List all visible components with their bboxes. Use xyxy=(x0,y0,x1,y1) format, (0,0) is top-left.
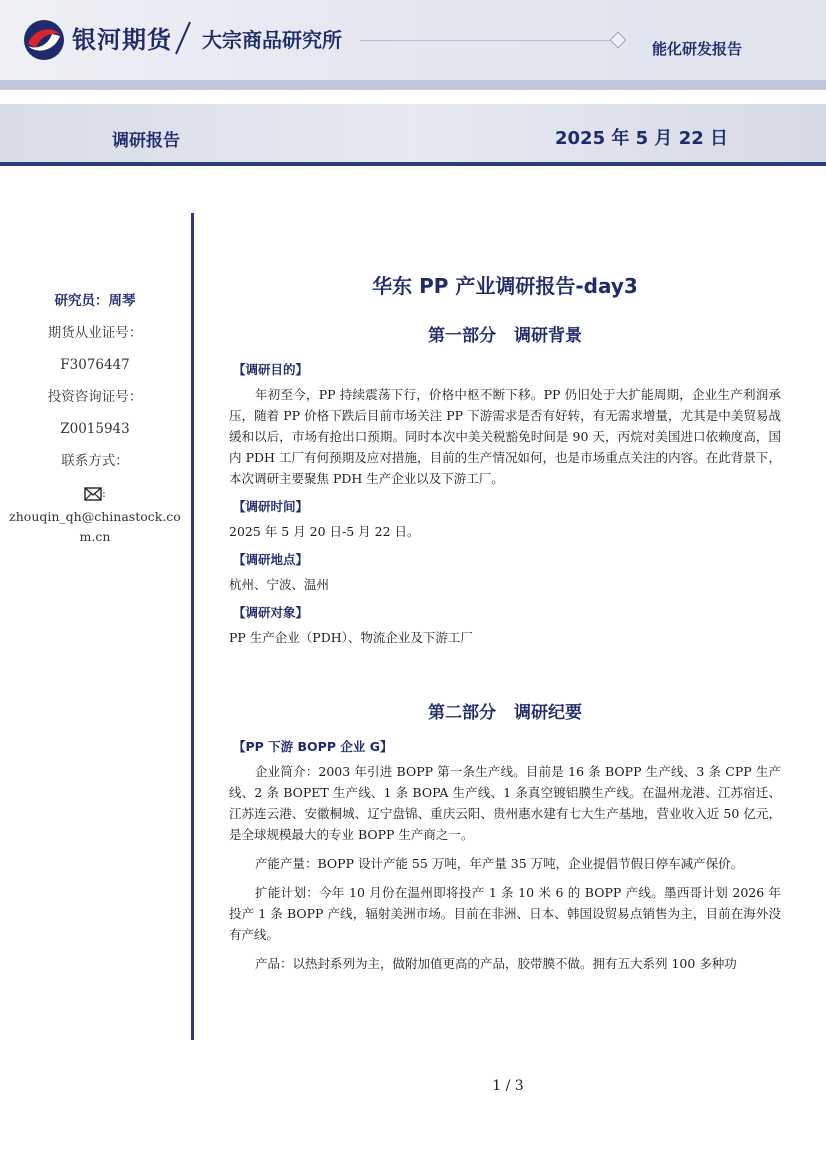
galaxy-logo-icon xyxy=(22,18,66,62)
company-intro: 企业简介：2003 年引进 BOPP 第一条生产线。目前是 16 条 BOPP 生产线、3 条 CPP 生产线、2 条 BOPET 生产线、1 条 BOPA 生产线、1 条真空镀铝膜生产线。在温州龙港、江苏宿迁、江苏连云港、安徽桐城、辽宁盘锦、重庆云阳、贵州惠水建有七大生产基地，营业收入近 50 亿元，是全球规模最大的专业 BOPP 生产商之一。 xyxy=(229,764,781,842)
header-gap xyxy=(0,90,826,104)
email-link[interactable]: zhouqin_qh@chinastock.com.cn xyxy=(9,509,181,544)
contact-label: 联系方式： xyxy=(61,453,129,469)
header-rule xyxy=(360,40,610,41)
time-heading: 【调研时间】 xyxy=(233,499,309,514)
institute-name: 大宗商品研究所 xyxy=(202,28,342,52)
product-text: 产品：以热封系列为主，做附加值更高的产品，胶带膜不做。拥有五大系列 100 多种功 xyxy=(255,956,737,971)
report-title: 华东 PP 产业调研报告-day3 xyxy=(372,274,638,298)
slash-divider-icon xyxy=(172,20,194,56)
consult-number: Z0015943 xyxy=(60,421,130,437)
header-stripe xyxy=(0,80,826,90)
report-category: 能化研发报告 xyxy=(652,40,743,58)
envelope-icon: : xyxy=(0,482,190,505)
license-number: F3076447 xyxy=(60,357,130,373)
place-text: 杭州、宁波、温州 xyxy=(229,577,330,592)
author-sidebar xyxy=(0,290,190,557)
researcher-name: 研究员：周琴 xyxy=(54,293,136,309)
sidebar-divider xyxy=(191,213,194,1040)
consult-label: 投资咨询证号： xyxy=(47,389,143,405)
place-heading: 【调研地点】 xyxy=(233,552,309,567)
purpose-text: 年初至今，PP 持续震荡下行，价格中枢不断下移。PP 仍旧处于大扩能周期，企业生产利润承压，随着 PP 价格下跌后目前市场关注 PP 下游需求是否有好转，有无需求增量，尤其是中美贸易战缓和以后，市场有抢出口预期。同时本次中美关税豁免时间是 90 天，丙烷对美国进口依赖度高，国内 PDH 工厂有何预期及应对措施，目前的生产情况如何，也是市场重点关注的内容。在此背景下，本次调研主要聚焦 PDH 生产企业以及下游工厂。 xyxy=(229,387,781,486)
time-text: 2025 年 5 月 20 日-5 月 22 日。 xyxy=(229,524,420,539)
header-band-underline xyxy=(0,162,826,166)
object-text: PP 生产企业（PDH）、物流企业及下游工厂 xyxy=(229,630,473,645)
report-body xyxy=(229,270,781,982)
part1-heading: 第一部分 调研背景 xyxy=(428,326,582,346)
page-number: 1 / 3 xyxy=(492,1078,524,1094)
expansion-text: 扩能计划：今年 10 月份在温州即将投产 1 条 10 米 6 的 BOPP 产线。墨西哥计划 2026 年投产 1 条 BOPP 产线，辐射美洲市场。目前在非洲、日本、韩国设贸易点销售为主，目前在海外没有产线。 xyxy=(229,885,781,942)
company-name: 银河期货 xyxy=(72,26,172,54)
company-heading: 【PP 下游 BOPP 企业 G】 xyxy=(233,739,393,754)
report-type: 调研报告 xyxy=(112,131,180,151)
object-heading: 【调研对象】 xyxy=(233,605,309,620)
report-date: 2025 年 5 月 22 日 xyxy=(555,128,729,149)
license-label: 期货从业证号： xyxy=(47,325,143,341)
part2-heading: 第二部分 调研纪要 xyxy=(428,703,582,723)
purpose-heading: 【调研目的】 xyxy=(233,362,309,377)
capacity-text: 产能产量：BOPP 设计产能 55 万吨，年产量 35 万吨，企业提倡节假日停车减产保价。 xyxy=(255,856,744,871)
